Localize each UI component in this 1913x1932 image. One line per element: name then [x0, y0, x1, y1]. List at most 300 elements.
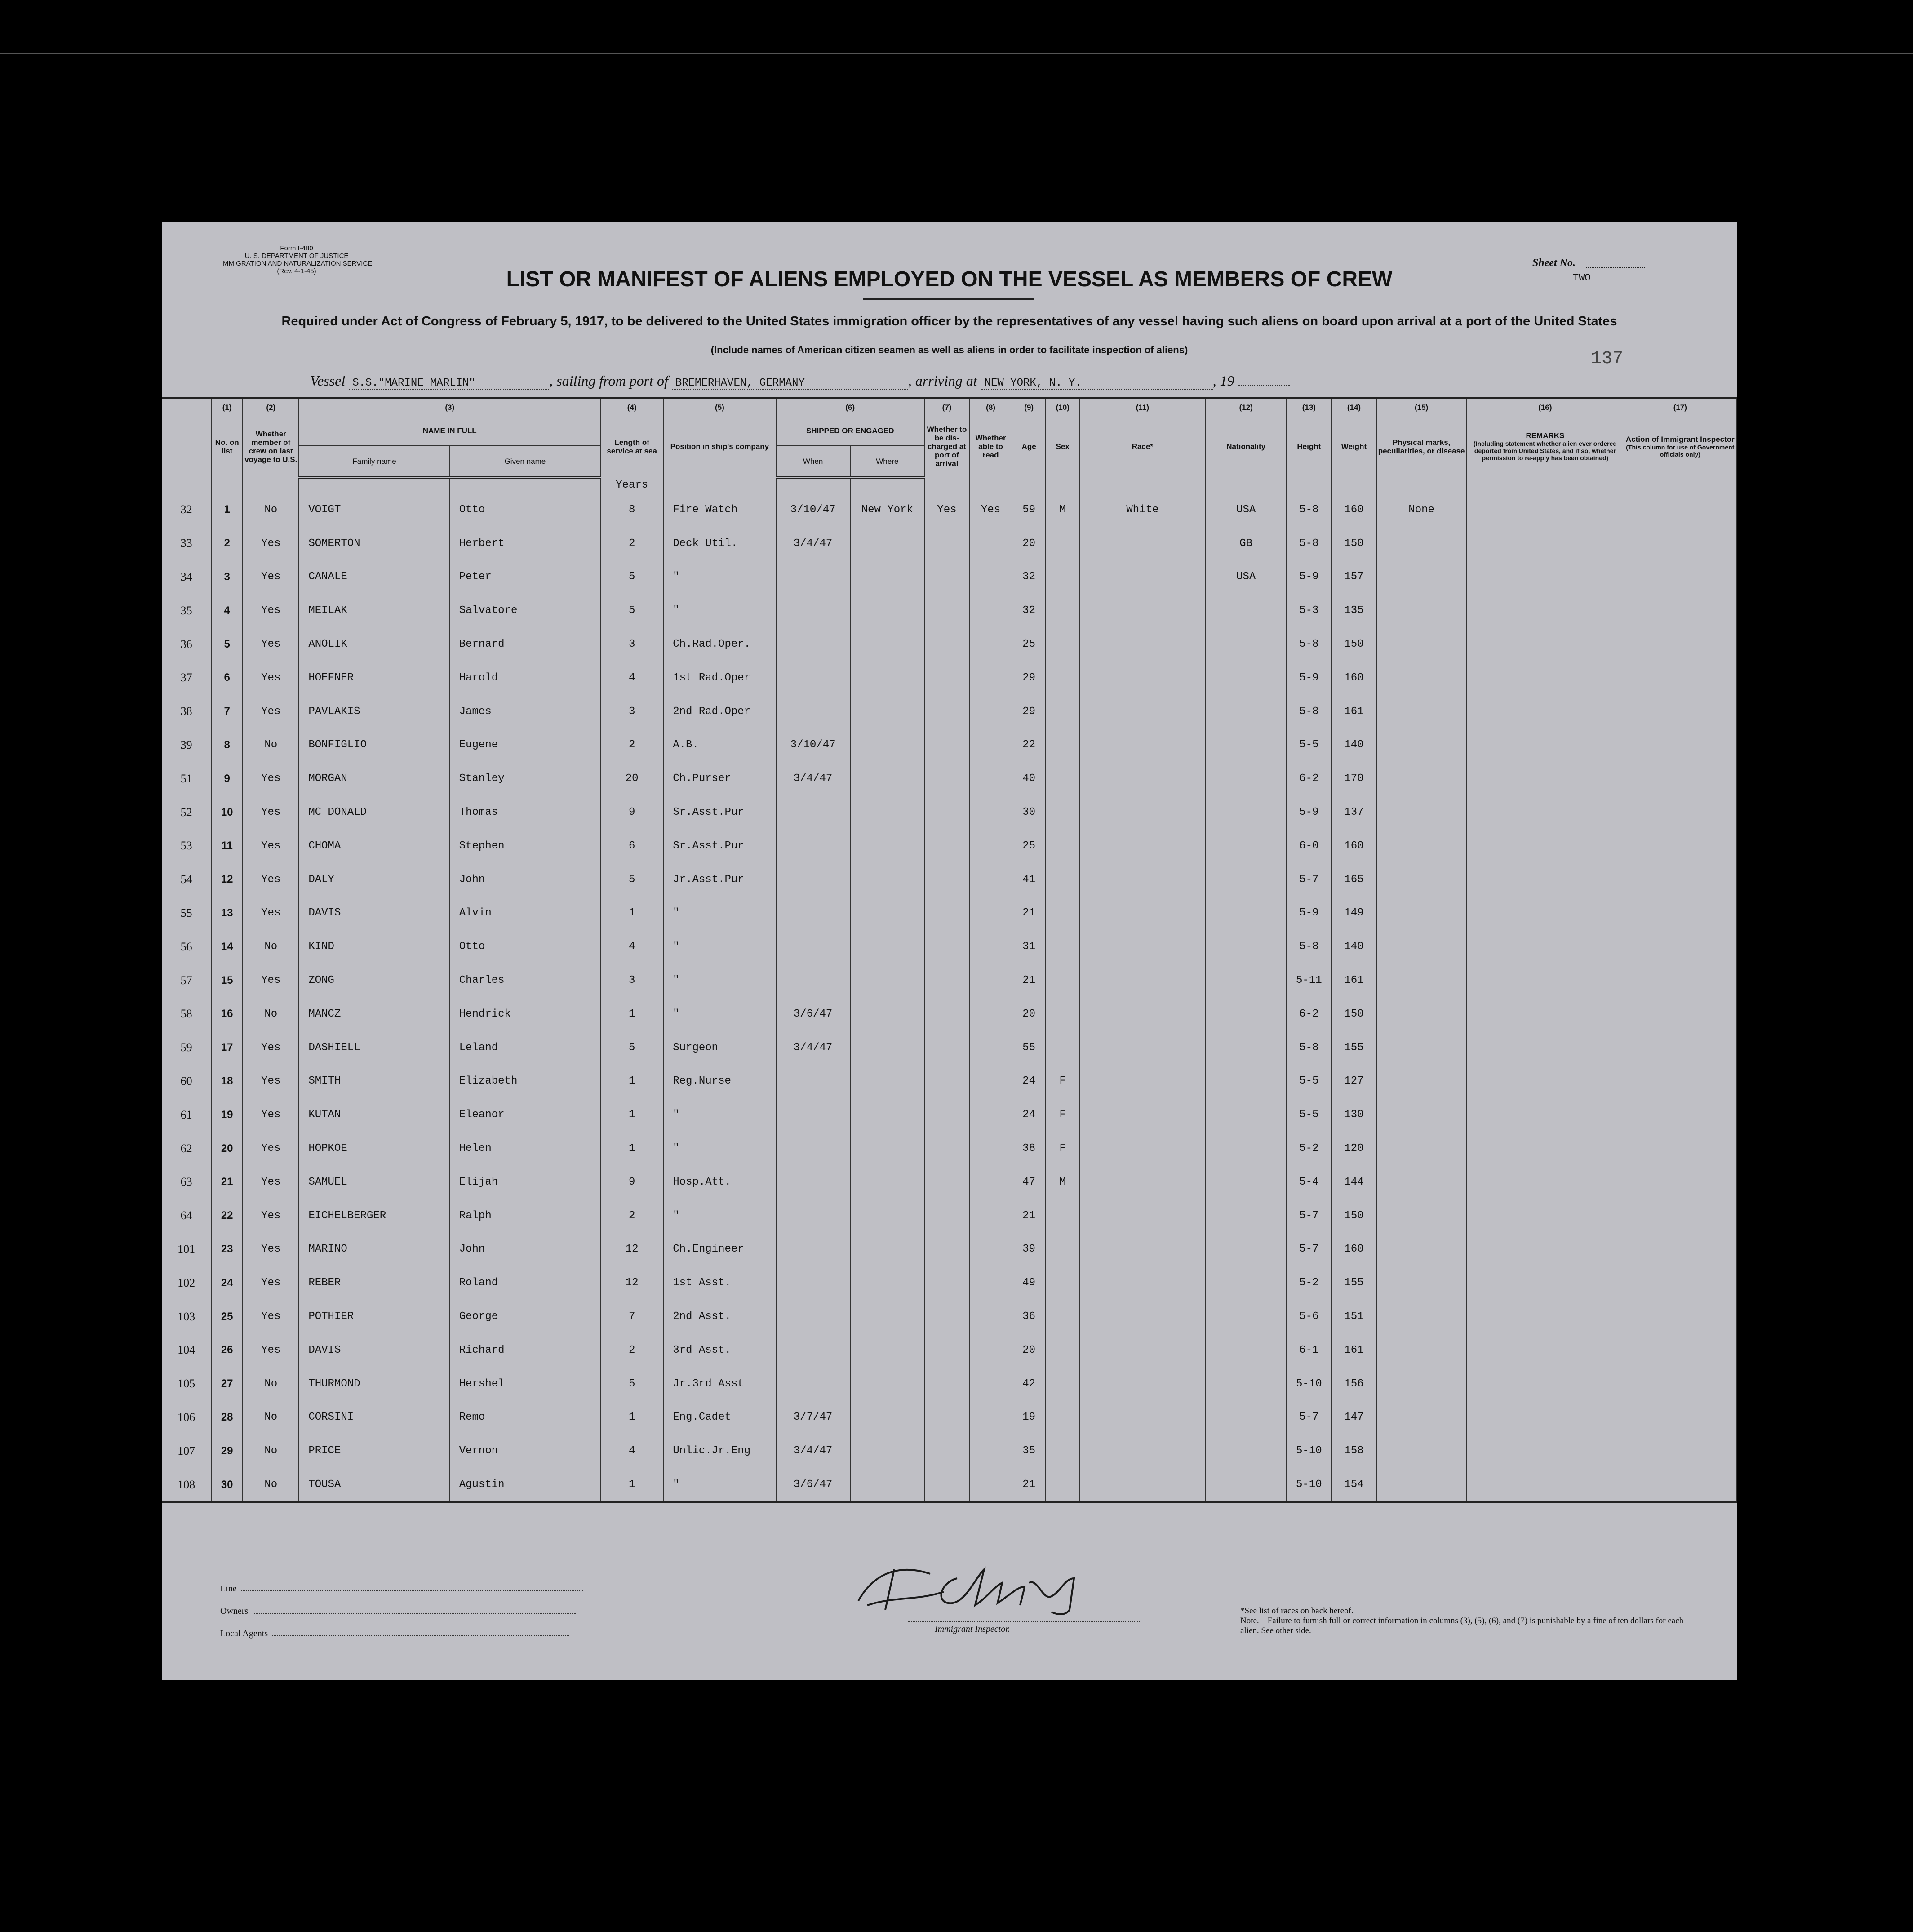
weight-cell: 120: [1332, 1132, 1376, 1165]
given-name-cell: Remo: [450, 1401, 600, 1435]
nationality-cell: [1206, 795, 1287, 829]
given-name-cell: James: [450, 695, 600, 728]
last-voyage-cell: Yes: [243, 964, 299, 997]
last-voyage-cell: Yes: [243, 1266, 299, 1300]
remarks-cell: [1466, 997, 1624, 1031]
nationality-cell: [1206, 1199, 1287, 1233]
shipped-where-cell: [850, 1233, 924, 1266]
discharged-cell: [924, 1333, 969, 1367]
family-name-cell: EICHELBERGER: [299, 1199, 449, 1233]
given-name-cell: Alvin: [450, 897, 600, 930]
height-cell: 5-5: [1287, 1098, 1332, 1132]
family-name-cell: SAMUEL: [299, 1165, 449, 1199]
sex-cell: [1046, 1233, 1079, 1266]
discharged-cell: [924, 1199, 969, 1233]
race-cell: [1079, 1468, 1205, 1502]
able-to-read-cell: Yes: [969, 493, 1012, 527]
table-row: [162, 695, 1736, 728]
service-years-cell: 1: [600, 997, 663, 1031]
row-reference-cell: 55: [162, 897, 211, 930]
shipped-when-cell: [776, 897, 850, 930]
able-to-read-cell: [969, 627, 1012, 661]
race-cell: [1079, 863, 1205, 897]
shipped-where-cell: [850, 897, 924, 930]
list-number-cell: 13: [211, 897, 243, 930]
height-cell: 5-2: [1287, 1132, 1332, 1165]
given-name-cell: Ralph: [450, 1199, 600, 1233]
given-name-cell: Otto: [450, 930, 600, 964]
family-name-cell: CHOMA: [299, 829, 449, 863]
weight-cell: 158: [1332, 1434, 1376, 1468]
sex-cell: [1046, 1199, 1079, 1233]
able-to-read-cell: [969, 829, 1012, 863]
physical-marks-cell: [1376, 527, 1466, 560]
inspector-action-cell: [1624, 627, 1736, 661]
able-to-read-cell: [969, 594, 1012, 627]
inspector-caption: Immigrant Inspector.: [935, 1624, 1010, 1634]
row-reference-cell: 108: [162, 1468, 211, 1502]
col-no-on-list: No. on list: [211, 416, 243, 477]
discharged-cell: [924, 1266, 969, 1300]
inspector-action-cell: [1624, 661, 1736, 695]
physical-marks-cell: [1376, 1434, 1466, 1468]
weight-cell: 137: [1332, 795, 1376, 829]
col-num-5: (5): [663, 398, 776, 416]
inspector-action-cell: [1624, 493, 1736, 527]
physical-marks-cell: [1376, 1132, 1466, 1165]
col-name-in-full: NAME IN FULL: [299, 416, 600, 446]
weight-cell: 147: [1332, 1401, 1376, 1435]
sex-cell: [1046, 1434, 1079, 1468]
col-num-16: (16): [1466, 398, 1624, 416]
discharged-cell: [924, 661, 969, 695]
weight-cell: 151: [1332, 1300, 1376, 1333]
service-years-cell: 3: [600, 627, 663, 661]
nationality-cell: [1206, 897, 1287, 930]
row-reference-cell: 57: [162, 964, 211, 997]
vessel-label: Vessel: [310, 373, 346, 389]
table-row: [162, 1300, 1736, 1333]
row-reference-cell: 103: [162, 1300, 211, 1333]
discharged-cell: Yes: [924, 493, 969, 527]
race-cell: [1079, 1031, 1205, 1065]
nationality-cell: [1206, 930, 1287, 964]
remarks-cell: [1466, 897, 1624, 930]
inspector-action-cell: [1624, 964, 1736, 997]
able-to-read-cell: [969, 930, 1012, 964]
age-cell: 39: [1012, 1233, 1046, 1266]
family-name-cell: BONFIGLIO: [299, 728, 449, 762]
col-num-14: (14): [1332, 398, 1376, 416]
remarks-cell: [1466, 1401, 1624, 1435]
table-row: [162, 1031, 1736, 1065]
nationality-cell: [1206, 1300, 1287, 1333]
physical-marks-cell: [1376, 627, 1466, 661]
position-cell: Surgeon: [663, 1031, 776, 1065]
last-voyage-cell: Yes: [243, 1233, 299, 1266]
height-cell: 5-6: [1287, 1300, 1332, 1333]
physical-marks-cell: [1376, 1065, 1466, 1098]
physical-marks-cell: [1376, 1401, 1466, 1435]
height-cell: 5-3: [1287, 594, 1332, 627]
row-reference-cell: 61: [162, 1098, 211, 1132]
sex-cell: [1046, 795, 1079, 829]
weight-cell: 155: [1332, 1031, 1376, 1065]
last-voyage-cell: No: [243, 930, 299, 964]
list-number-cell: 29: [211, 1434, 243, 1468]
age-cell: 29: [1012, 695, 1046, 728]
able-to-read-cell: [969, 762, 1012, 795]
service-years-cell: 1: [600, 897, 663, 930]
inspector-action-cell: [1624, 829, 1736, 863]
last-voyage-cell: No: [243, 1468, 299, 1502]
list-number-cell: 27: [211, 1367, 243, 1401]
arriving-label: , arriving at: [908, 373, 977, 389]
shipped-where-cell: [850, 661, 924, 695]
vessel-line: [310, 373, 1290, 390]
discharged-cell: [924, 728, 969, 762]
shipped-when-cell: [776, 560, 850, 594]
remarks-cell: [1466, 1132, 1624, 1165]
remarks-cell: [1466, 1199, 1624, 1233]
last-voyage-cell: Yes: [243, 627, 299, 661]
discharged-cell: [924, 997, 969, 1031]
col-num-17: (17): [1624, 398, 1736, 416]
list-number-cell: 23: [211, 1233, 243, 1266]
family-name-cell: VOIGT: [299, 493, 449, 527]
height-cell: 5-4: [1287, 1165, 1332, 1199]
physical-marks-cell: [1376, 1367, 1466, 1401]
position-cell: ": [663, 897, 776, 930]
discharged-cell: [924, 863, 969, 897]
nationality-cell: USA: [1206, 493, 1287, 527]
service-years-cell: 6: [600, 829, 663, 863]
physical-marks-cell: [1376, 1031, 1466, 1065]
scanner-edge-line: [0, 53, 1913, 54]
race-cell: [1079, 1065, 1205, 1098]
race-cell: [1079, 1199, 1205, 1233]
race-cell: [1079, 695, 1205, 728]
remarks-cell: [1466, 1233, 1624, 1266]
service-years-cell: 5: [600, 594, 663, 627]
height-cell: 5-7: [1287, 1233, 1332, 1266]
inspector-action-cell: [1624, 997, 1736, 1031]
table-row: [162, 1333, 1736, 1367]
inspector-action-cell: [1624, 1367, 1736, 1401]
race-cell: [1079, 1333, 1205, 1367]
last-voyage-cell: No: [243, 1434, 299, 1468]
age-cell: 25: [1012, 829, 1046, 863]
physical-marks-cell: None: [1376, 493, 1466, 527]
last-voyage-cell: Yes: [243, 795, 299, 829]
sex-cell: [1046, 695, 1079, 728]
height-cell: 5-9: [1287, 795, 1332, 829]
sex-cell: [1046, 997, 1079, 1031]
discharged-cell: [924, 1031, 969, 1065]
col-sex: Sex: [1046, 416, 1079, 477]
age-cell: 35: [1012, 1434, 1046, 1468]
position-cell: ": [663, 1199, 776, 1233]
age-cell: 20: [1012, 997, 1046, 1031]
shipped-when-cell: [776, 1199, 850, 1233]
shipped-where-cell: [850, 829, 924, 863]
row-reference-cell: 32: [162, 493, 211, 527]
sex-cell: F: [1046, 1132, 1079, 1165]
position-cell: Deck Util.: [663, 527, 776, 560]
discharged-cell: [924, 560, 969, 594]
given-name-cell: Eugene: [450, 728, 600, 762]
shipped-when-cell: 3/6/47: [776, 1468, 850, 1502]
col-family-name: Family name: [299, 446, 449, 477]
service-years-cell: 2: [600, 1333, 663, 1367]
race-cell: [1079, 829, 1205, 863]
age-cell: 40: [1012, 762, 1046, 795]
weight-cell: 160: [1332, 1233, 1376, 1266]
family-name-cell: REBER: [299, 1266, 449, 1300]
remarks-cell: [1466, 493, 1624, 527]
sex-cell: M: [1046, 1165, 1079, 1199]
discharged-cell: [924, 627, 969, 661]
remarks-cell: [1466, 527, 1624, 560]
shipped-when-cell: [776, 863, 850, 897]
list-number-cell: 28: [211, 1401, 243, 1435]
row-reference-cell: 35: [162, 594, 211, 627]
position-cell: ": [663, 560, 776, 594]
height-cell: 5-10: [1287, 1367, 1332, 1401]
height-cell: 5-7: [1287, 1401, 1332, 1435]
table-row: [162, 1199, 1736, 1233]
shipped-when-cell: [776, 1333, 850, 1367]
list-number-cell: 25: [211, 1300, 243, 1333]
inspector-action-cell: [1624, 1199, 1736, 1233]
position-cell: Hosp.Att.: [663, 1165, 776, 1199]
position-cell: ": [663, 1098, 776, 1132]
shipped-when-cell: [776, 1098, 850, 1132]
height-cell: 5-7: [1287, 1199, 1332, 1233]
col-length-service: Length of service at sea: [600, 416, 663, 477]
weight-cell: 140: [1332, 930, 1376, 964]
sex-cell: [1046, 661, 1079, 695]
given-name-cell: Stephen: [450, 829, 600, 863]
remarks-cell: [1466, 661, 1624, 695]
age-cell: 29: [1012, 661, 1046, 695]
nationality-cell: [1206, 1233, 1287, 1266]
position-cell: Jr.Asst.Pur: [663, 863, 776, 897]
family-name-cell: ANOLIK: [299, 627, 449, 661]
row-reference-cell: 51: [162, 762, 211, 795]
row-reference-cell: 105: [162, 1367, 211, 1401]
discharged-cell: [924, 1098, 969, 1132]
col-discharged: Whether to be dis-charged at port of arrival: [924, 416, 969, 477]
list-number-cell: 7: [211, 695, 243, 728]
shipped-where-cell: [850, 1266, 924, 1300]
shipped-where-cell: [850, 964, 924, 997]
shipped-where-cell: [850, 997, 924, 1031]
service-years-cell: 9: [600, 1165, 663, 1199]
shipped-when-cell: 3/4/47: [776, 1434, 850, 1468]
last-voyage-cell: No: [243, 997, 299, 1031]
form-number: Form I-480: [280, 244, 313, 252]
list-number-cell: 3: [211, 560, 243, 594]
sex-cell: [1046, 1333, 1079, 1367]
given-name-cell: John: [450, 863, 600, 897]
shipped-where-cell: [850, 1468, 924, 1502]
family-name-cell: DAVIS: [299, 897, 449, 930]
physical-marks-cell: [1376, 560, 1466, 594]
service-years-cell: 1: [600, 1098, 663, 1132]
col-num-1: (1): [211, 398, 243, 416]
row-reference-cell: 58: [162, 997, 211, 1031]
sex-cell: F: [1046, 1098, 1079, 1132]
height-cell: 5-9: [1287, 897, 1332, 930]
list-number-cell: 4: [211, 594, 243, 627]
shipped-when-cell: 3/4/47: [776, 762, 850, 795]
table-row: [162, 1266, 1736, 1300]
able-to-read-cell: [969, 1367, 1012, 1401]
list-number-cell: 6: [211, 661, 243, 695]
service-years-cell: 1: [600, 1468, 663, 1502]
age-cell: 32: [1012, 560, 1046, 594]
list-number-cell: 20: [211, 1132, 243, 1165]
inspector-action-cell: [1624, 1401, 1736, 1435]
nationality-cell: [1206, 1367, 1287, 1401]
weight-cell: 135: [1332, 594, 1376, 627]
col-given-name: Given name: [450, 446, 600, 477]
service-years-cell: 20: [600, 762, 663, 795]
remarks-heading: REMARKS: [1526, 431, 1565, 440]
able-to-read-cell: [969, 964, 1012, 997]
position-cell: ": [663, 964, 776, 997]
year-value: [1238, 385, 1290, 386]
discharged-cell: [924, 1434, 969, 1468]
shipped-when-cell: [776, 661, 850, 695]
given-name-cell: Eleanor: [450, 1098, 600, 1132]
weight-cell: 161: [1332, 964, 1376, 997]
age-cell: 30: [1012, 795, 1046, 829]
col-num-11: (11): [1079, 398, 1205, 416]
col-race: Race*: [1079, 416, 1205, 477]
remarks-cell: [1466, 728, 1624, 762]
height-cell: 5-5: [1287, 1065, 1332, 1098]
table-row: [162, 1065, 1736, 1098]
age-cell: 19: [1012, 1401, 1046, 1435]
signature-line: [908, 1621, 1141, 1622]
sex-cell: M: [1046, 493, 1079, 527]
race-cell: [1079, 1266, 1205, 1300]
nationality-cell: [1206, 1065, 1287, 1098]
physical-marks-cell: [1376, 762, 1466, 795]
service-years-cell: 8: [600, 493, 663, 527]
service-years-cell: 3: [600, 964, 663, 997]
position-cell: Sr.Asst.Pur: [663, 829, 776, 863]
action-note: (This column for use of Government officials only): [1626, 444, 1735, 458]
sex-cell: [1046, 527, 1079, 560]
weight-cell: 155: [1332, 1266, 1376, 1300]
last-voyage-cell: Yes: [243, 897, 299, 930]
race-cell: [1079, 930, 1205, 964]
remarks-cell: [1466, 627, 1624, 661]
family-name-cell: MC DONALD: [299, 795, 449, 829]
col-shipped-engaged: SHIPPED OR ENGAGED: [776, 416, 924, 446]
inspector-action-cell: [1624, 1098, 1736, 1132]
service-years-cell: 9: [600, 795, 663, 829]
shipped-when-cell: 3/6/47: [776, 997, 850, 1031]
inspector-action-cell: [1624, 930, 1736, 964]
discharged-cell: [924, 1233, 969, 1266]
nationality-cell: [1206, 964, 1287, 997]
discharged-cell: [924, 930, 969, 964]
position-cell: Sr.Asst.Pur: [663, 795, 776, 829]
family-name-cell: SOMERTON: [299, 527, 449, 560]
shipped-where-cell: [850, 863, 924, 897]
physical-marks-cell: [1376, 728, 1466, 762]
table-row: [162, 1401, 1736, 1435]
able-to-read-cell: [969, 728, 1012, 762]
race-cell: [1079, 527, 1205, 560]
weight-cell: 150: [1332, 997, 1376, 1031]
table-row: [162, 493, 1736, 527]
weight-cell: 127: [1332, 1065, 1376, 1098]
able-to-read-cell: [969, 1434, 1012, 1468]
physical-marks-cell: [1376, 594, 1466, 627]
list-number-cell: 22: [211, 1199, 243, 1233]
height-cell: 6-2: [1287, 997, 1332, 1031]
service-years-cell: 12: [600, 1266, 663, 1300]
col-num-6: (6): [776, 398, 924, 416]
height-cell: 6-0: [1287, 829, 1332, 863]
race-cell: [1079, 560, 1205, 594]
title-underline: [863, 298, 1034, 300]
inspector-action-cell: [1624, 527, 1736, 560]
discharged-cell: [924, 1132, 969, 1165]
age-cell: 55: [1012, 1031, 1046, 1065]
discharged-cell: [924, 1300, 969, 1333]
position-cell: ": [663, 1132, 776, 1165]
race-cell: [1079, 795, 1205, 829]
physical-marks-cell: [1376, 661, 1466, 695]
owners-field: [220, 1606, 576, 1617]
document-title: LIST OR MANIFEST OF ALIENS EMPLOYED ON THE VESSEL AS MEMBERS OF CREW: [506, 267, 1393, 291]
col-remarks: [1466, 416, 1624, 477]
family-name-cell: MEILAK: [299, 594, 449, 627]
discharged-cell: [924, 762, 969, 795]
nationality-cell: [1206, 1401, 1287, 1435]
sex-cell: [1046, 762, 1079, 795]
given-name-cell: Thomas: [450, 795, 600, 829]
service-years-cell: 1: [600, 1065, 663, 1098]
table-row: [162, 1434, 1736, 1468]
col-able-read: Whether able to read: [969, 416, 1012, 477]
shipped-where-cell: [850, 1132, 924, 1165]
last-voyage-cell: Yes: [243, 1065, 299, 1098]
row-reference-cell: 62: [162, 1132, 211, 1165]
able-to-read-cell: [969, 527, 1012, 560]
last-voyage-cell: No: [243, 1367, 299, 1401]
col-num-9: (9): [1012, 398, 1046, 416]
weight-cell: 161: [1332, 695, 1376, 728]
shipped-when-cell: 3/7/47: [776, 1401, 850, 1435]
row-reference-cell: 33: [162, 527, 211, 560]
position-cell: ": [663, 930, 776, 964]
last-voyage-cell: Yes: [243, 1333, 299, 1367]
physical-marks-cell: [1376, 1098, 1466, 1132]
family-name-cell: POTHIER: [299, 1300, 449, 1333]
list-number-cell: 10: [211, 795, 243, 829]
last-voyage-cell: Yes: [243, 560, 299, 594]
shipped-when-cell: [776, 829, 850, 863]
weight-cell: 140: [1332, 728, 1376, 762]
remarks-cell: [1466, 594, 1624, 627]
